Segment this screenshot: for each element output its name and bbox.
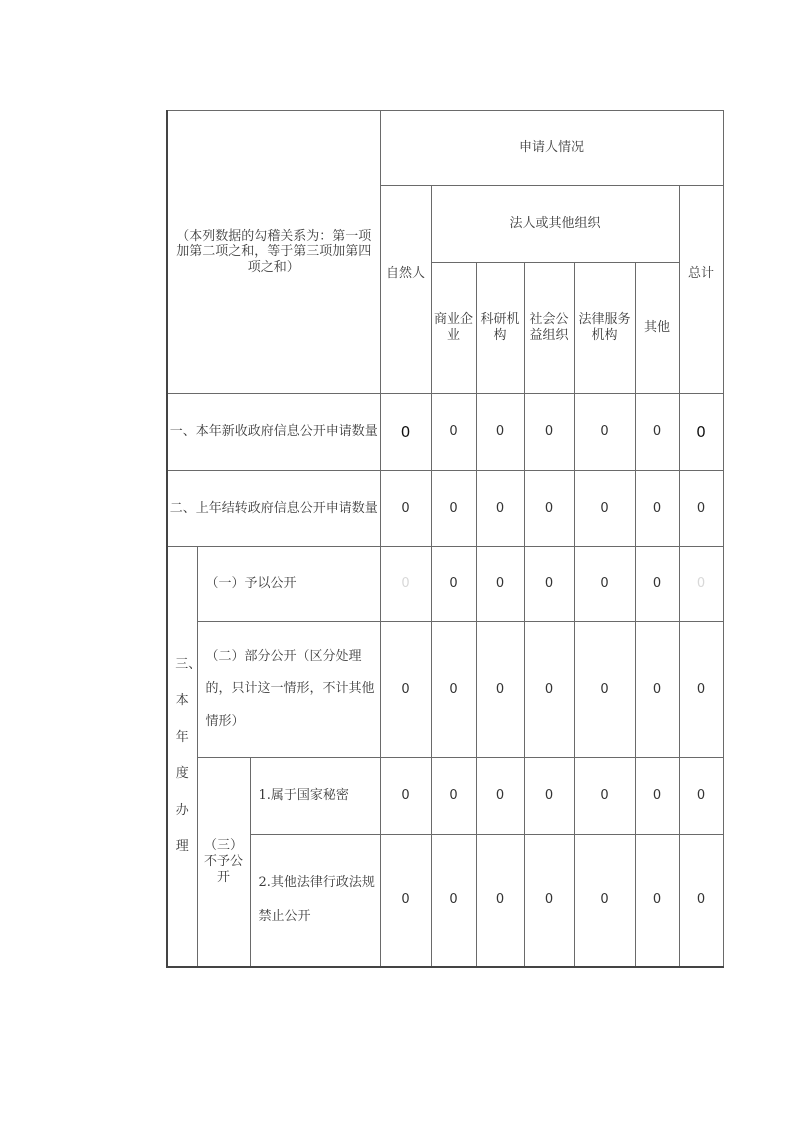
legal-group-header: 法人或其他组织 xyxy=(431,186,679,263)
commercial-header: 商业企业 xyxy=(431,263,476,394)
statistics-table xyxy=(166,110,724,968)
cell-value: 0 xyxy=(679,758,723,835)
cell-value: 0 xyxy=(679,471,723,547)
cell-value: 0 xyxy=(431,394,476,471)
cell-value: 0 xyxy=(476,758,524,835)
cell-value: 0 xyxy=(524,471,574,547)
cell-value: 0 xyxy=(574,622,635,758)
table-row xyxy=(167,758,723,835)
table-row xyxy=(167,547,723,622)
cell-value: 0 xyxy=(431,471,476,547)
row-label: 二、上年结转政府信息公开申请数量 xyxy=(167,471,380,547)
cell-value: 0 xyxy=(476,394,524,471)
cell-value: 0 xyxy=(524,394,574,471)
cell-value: 0 xyxy=(574,758,635,835)
cell-value: 0 xyxy=(431,758,476,835)
cell-value: 0 xyxy=(635,622,679,758)
cell-value: 0 xyxy=(524,758,574,835)
total-header: 总计 xyxy=(679,186,723,394)
withheld-group-label: （三）不予公开 xyxy=(197,758,250,967)
cell-value: 0 xyxy=(476,835,524,967)
table-row xyxy=(167,394,723,471)
cell-value: 0 xyxy=(679,622,723,758)
cell-value: 0 xyxy=(679,547,723,622)
cell-value: 0 xyxy=(431,547,476,622)
row-label: （一）予以公开 xyxy=(197,547,380,622)
cell-value: 0 xyxy=(380,835,431,967)
section3-label: 三、本年度办理 xyxy=(167,547,197,967)
cell-value: 0 xyxy=(635,758,679,835)
cell-value: 0 xyxy=(380,758,431,835)
cell-value: 0 xyxy=(679,394,723,471)
table-row xyxy=(167,622,723,758)
cell-value: 0 xyxy=(380,471,431,547)
cell-value: 0 xyxy=(574,471,635,547)
cell-value: 0 xyxy=(635,547,679,622)
cell-value: 0 xyxy=(476,622,524,758)
cell-value: 0 xyxy=(524,547,574,622)
cell-value: 0 xyxy=(431,622,476,758)
row-label: （二）部分公开（区分处理的，只计这一情形，不计其他情形） xyxy=(197,622,380,758)
row-label: 2.其他法律行政法规禁止公开 xyxy=(250,835,380,967)
cell-value: 0 xyxy=(574,394,635,471)
cell-value: 0 xyxy=(635,471,679,547)
research-header: 科研机构 xyxy=(476,263,524,394)
cell-value: 0 xyxy=(679,835,723,967)
other-header: 其他 xyxy=(635,263,679,394)
cell-value: 0 xyxy=(574,547,635,622)
relation-note: （本列数据的勾稽关系为：第一项加第二项之和，等于第三项加第四项之和） xyxy=(167,111,380,394)
cell-value: 0 xyxy=(380,394,431,471)
cell-value: 0 xyxy=(476,471,524,547)
cell-value: 0 xyxy=(431,835,476,967)
row-label: 1.属于国家秘密 xyxy=(250,758,380,835)
cell-value: 0 xyxy=(380,622,431,758)
cell-value: 0 xyxy=(524,835,574,967)
cell-value: 0 xyxy=(380,547,431,622)
table-row xyxy=(167,835,723,967)
row-label: 一、本年新收政府信息公开申请数量 xyxy=(167,394,380,471)
applicant-header: 申请人情况 xyxy=(380,111,723,186)
social-header: 社会公益组织 xyxy=(524,263,574,394)
cell-value: 0 xyxy=(574,835,635,967)
cell-value: 0 xyxy=(635,394,679,471)
cell-value: 0 xyxy=(635,835,679,967)
cell-value: 0 xyxy=(524,622,574,758)
cell-value: 0 xyxy=(476,547,524,622)
legal-service-header: 法律服务机构 xyxy=(574,263,635,394)
table-row xyxy=(167,471,723,547)
natural-person-header: 自然人 xyxy=(380,186,431,394)
